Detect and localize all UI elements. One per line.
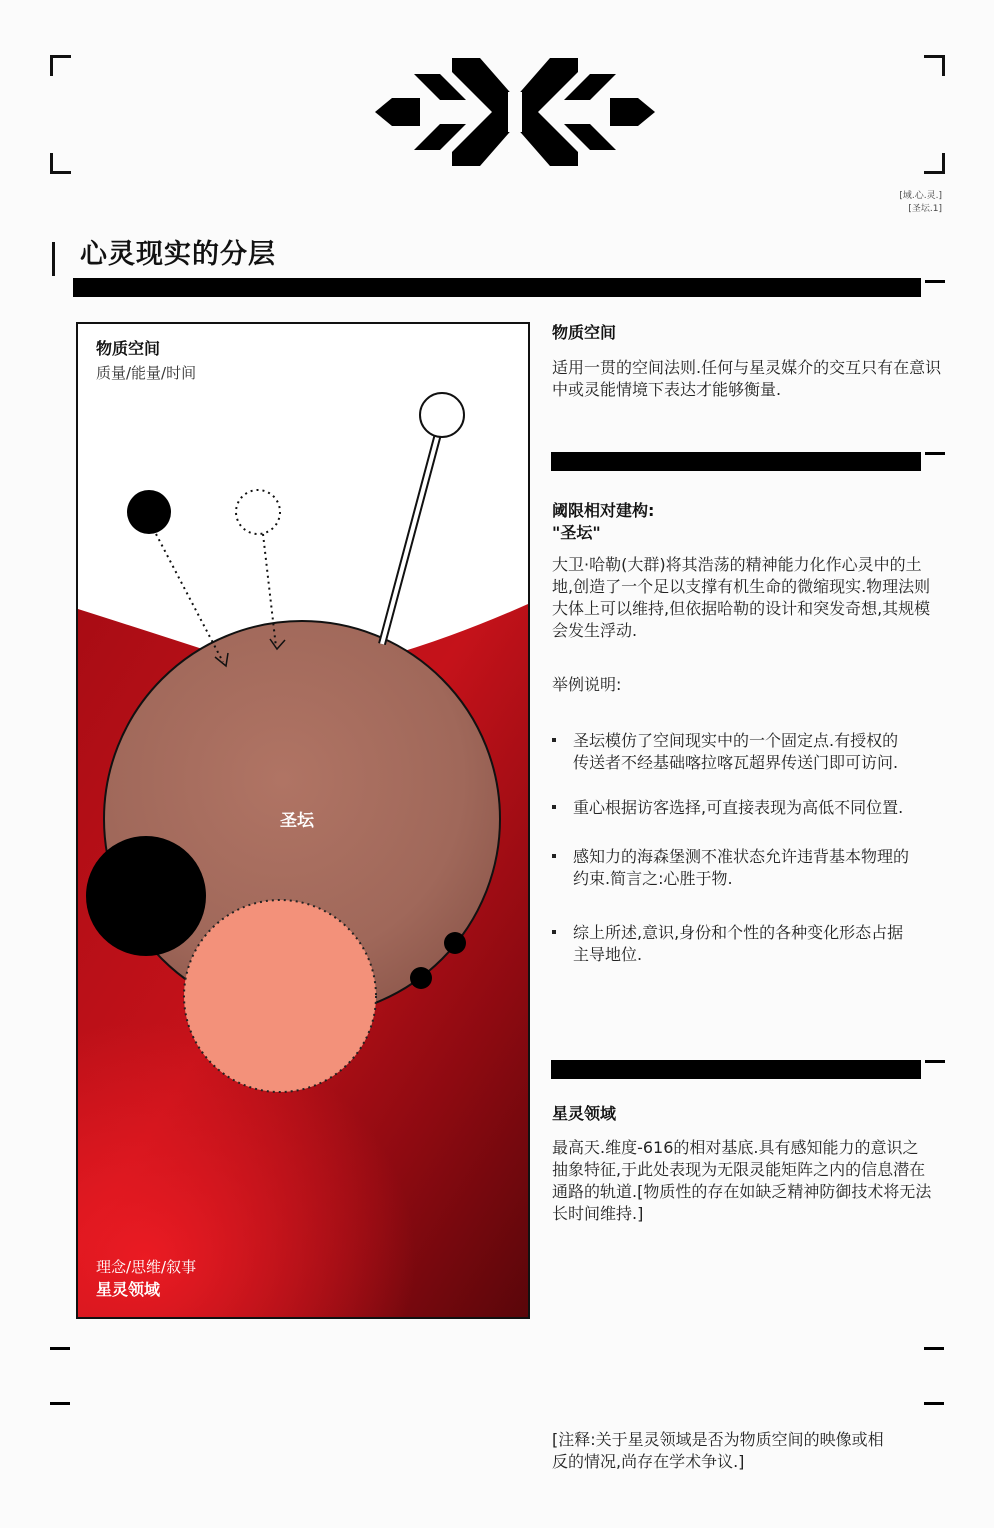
physical-text: 适用一贯的空间法则.任何与星灵媒介的交互只有在意识中或灵能情境下表达才能够衡量. [552,358,942,399]
threshold-heading-line2: "圣坛" [552,523,601,542]
list-item: 圣坛模仿了空间现实中的一个固定点.有授权的传送者不经基础喀拉喀瓦超界传送门即可访问. [552,730,913,774]
list-item: 重心根据访客选择,可直接表现为高低不同位置. [552,797,913,819]
diagram-bottom-sublabel: 理念/思维/叙事 [96,1258,197,1276]
margin-tick [924,1347,944,1350]
corner-bracket-bottom-right [924,153,945,174]
small-black-dot [410,967,432,989]
large-black-circle [86,836,206,956]
section-divider-bar [551,1060,921,1079]
divider-tick [925,1060,945,1063]
threshold-text: 大卫·哈勒(大群)将其浩荡的精神能力化作心灵中的土地,创造了一个足以支撑有机生命的微缩现实.物理法则大体上可以维持,但依据哈勒的设计和突发奇想,其规模会发生浮动. [552,555,931,640]
tag-line-2: [圣坛.1] [908,204,942,214]
diagram-center-label: 圣坛 [280,811,314,831]
x-logo-icon [370,52,660,172]
example-intro: 举例说明: [552,675,622,694]
divider-tick [925,280,945,283]
tag-line-1: [域.心.灵.] [899,191,942,201]
corner-bracket-top-left [50,55,71,76]
black-ball [127,490,171,534]
title-accent-bar [52,242,55,276]
corner-bracket-bottom-left [50,153,71,174]
margin-tick [50,1402,70,1405]
astral-text: 最高天.维度-616的相对基底.具有感知能力的意识之抽象特征,于此处表现为无限灵能矩阵之内的信息潜在通路的轨道.[物质性的存在如缺乏精神防御技术将无法长时间维持.] [552,1138,932,1223]
diagram-top-sublabel: 质量/能量/时间 [96,364,197,382]
reality-layers-diagram [76,322,530,1319]
threshold-heading-line1: 阈限相对建构: [552,501,655,520]
diagram-top-label: 物质空间 [96,339,161,358]
list-item: 综上所述,意识,身份和个性的各种变化形态占据主导地位. [552,922,913,966]
section-divider-bar [551,452,921,471]
page-title: 心灵现实的分层 [80,239,276,270]
white-ball [420,393,464,437]
margin-tick [50,1347,70,1350]
astral-heading: 星灵领域 [552,1104,617,1123]
footnote: [注释:关于星灵领域是否为物质空间的映像或相反的情况,尚存在学术争议.] [552,1430,884,1471]
divider-tick [925,452,945,455]
physical-heading: 物质空间 [552,323,617,342]
diagram-bottom-label: 星灵领域 [96,1280,161,1299]
dotted-ball [236,490,280,534]
small-black-dot [444,932,466,954]
title-divider-bar [73,278,921,297]
example-list [552,730,932,966]
list-item: 感知力的海森堡测不准状态允许违背基本物理的约束.简言之:心胜于物. [552,846,913,890]
corner-bracket-top-right [924,55,945,76]
margin-tick [924,1402,944,1405]
salmon-dotted-circle [184,900,376,1092]
